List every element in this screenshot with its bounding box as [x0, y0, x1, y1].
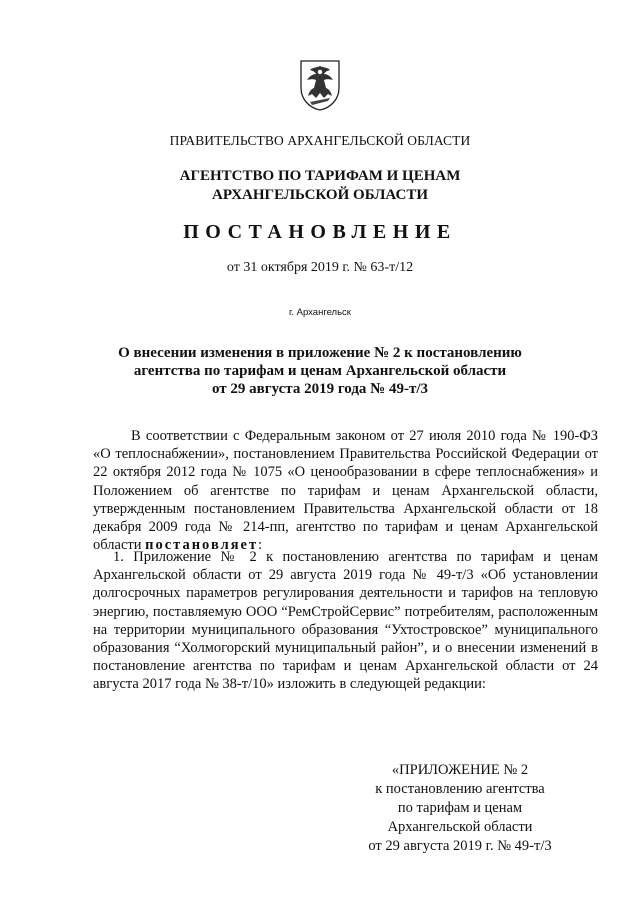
agency-name [60, 167, 580, 205]
decree-colon: : [258, 537, 263, 554]
document-type-title: ПОСТАНОВЛЕНИЕ [183, 221, 457, 243]
city: г. Архангельск [289, 307, 351, 318]
agency-name-line1: АГЕНТСТВО ПО ТАРИФАМ И ЦЕНАМ [179, 168, 461, 184]
preamble-text: В соответствии с Федеральным законом от 27 июля 2010 года № 190-ФЗ «О теплоснабжении», постановлением Правительства Российской Федерации от 22 октября 2012 года № 1075 «О ценообразовании в сфере теплоснабжения» и Положением об агентстве по тарифам и ценам Архангельской области, утвержденным постановлением Правительства Архангельской области от 18 декабря 2009 года № 214-пп, агентство по тарифам и ценам Архангельской области [93, 428, 598, 554]
coat-of-arms-icon [298, 58, 342, 112]
appendix-line3: по тарифам и ценам [397, 800, 523, 816]
subject-line3: от 29 августа 2019 года № 49-т/3 [211, 381, 429, 397]
body-paragraph-1 [93, 427, 598, 554]
body-paragraph-2: 1. Приложение № 2 к постановлению агентства по тарифам и ценам Архангельской области от 29 августа 2019 года № 49-т/3 «Об установлении долгосрочных параметров регулирования деятельности и тарифов на тепловую энергию, поставляемую ООО “РемСтройСервис” потребителям, расположенным на территории муниципального образования “Ухтостровское” муниципального образования “Холмогорский муниципальный район”, и о внесении изменений в постановление агентства по тарифам и ценам Архангельской области от 24 августа 2017 года № 38-т/10» изложить в следующей редакции: [93, 549, 598, 693]
decree-word: постановляет [145, 537, 259, 554]
appendix-line2: к постановлению агентства [375, 781, 545, 797]
subject-line2: агентства по тарифам и ценам Архангельской области [133, 363, 507, 379]
subject-heading [60, 344, 580, 398]
agency-name-line2: АРХАНГЕЛЬСКОЙ ОБЛАСТИ [212, 187, 428, 203]
appendix-line1: «ПРИЛОЖЕНИЕ № 2 [391, 762, 529, 778]
date-and-number: от 31 октября 2019 г. № 63-т/12 [226, 260, 414, 275]
appendix-line4: Архангельской области [387, 819, 533, 835]
government-name: ПРАВИТЕЛЬСТВО АРХАНГЕЛЬСКОЙ ОБЛАСТИ [169, 133, 471, 148]
appendix-header [340, 761, 580, 856]
appendix-line5: от 29 августа 2019 г. № 49-т/3 [368, 838, 552, 854]
subject-line1: О внесении изменения в приложение № 2 к постановлению [118, 345, 522, 361]
